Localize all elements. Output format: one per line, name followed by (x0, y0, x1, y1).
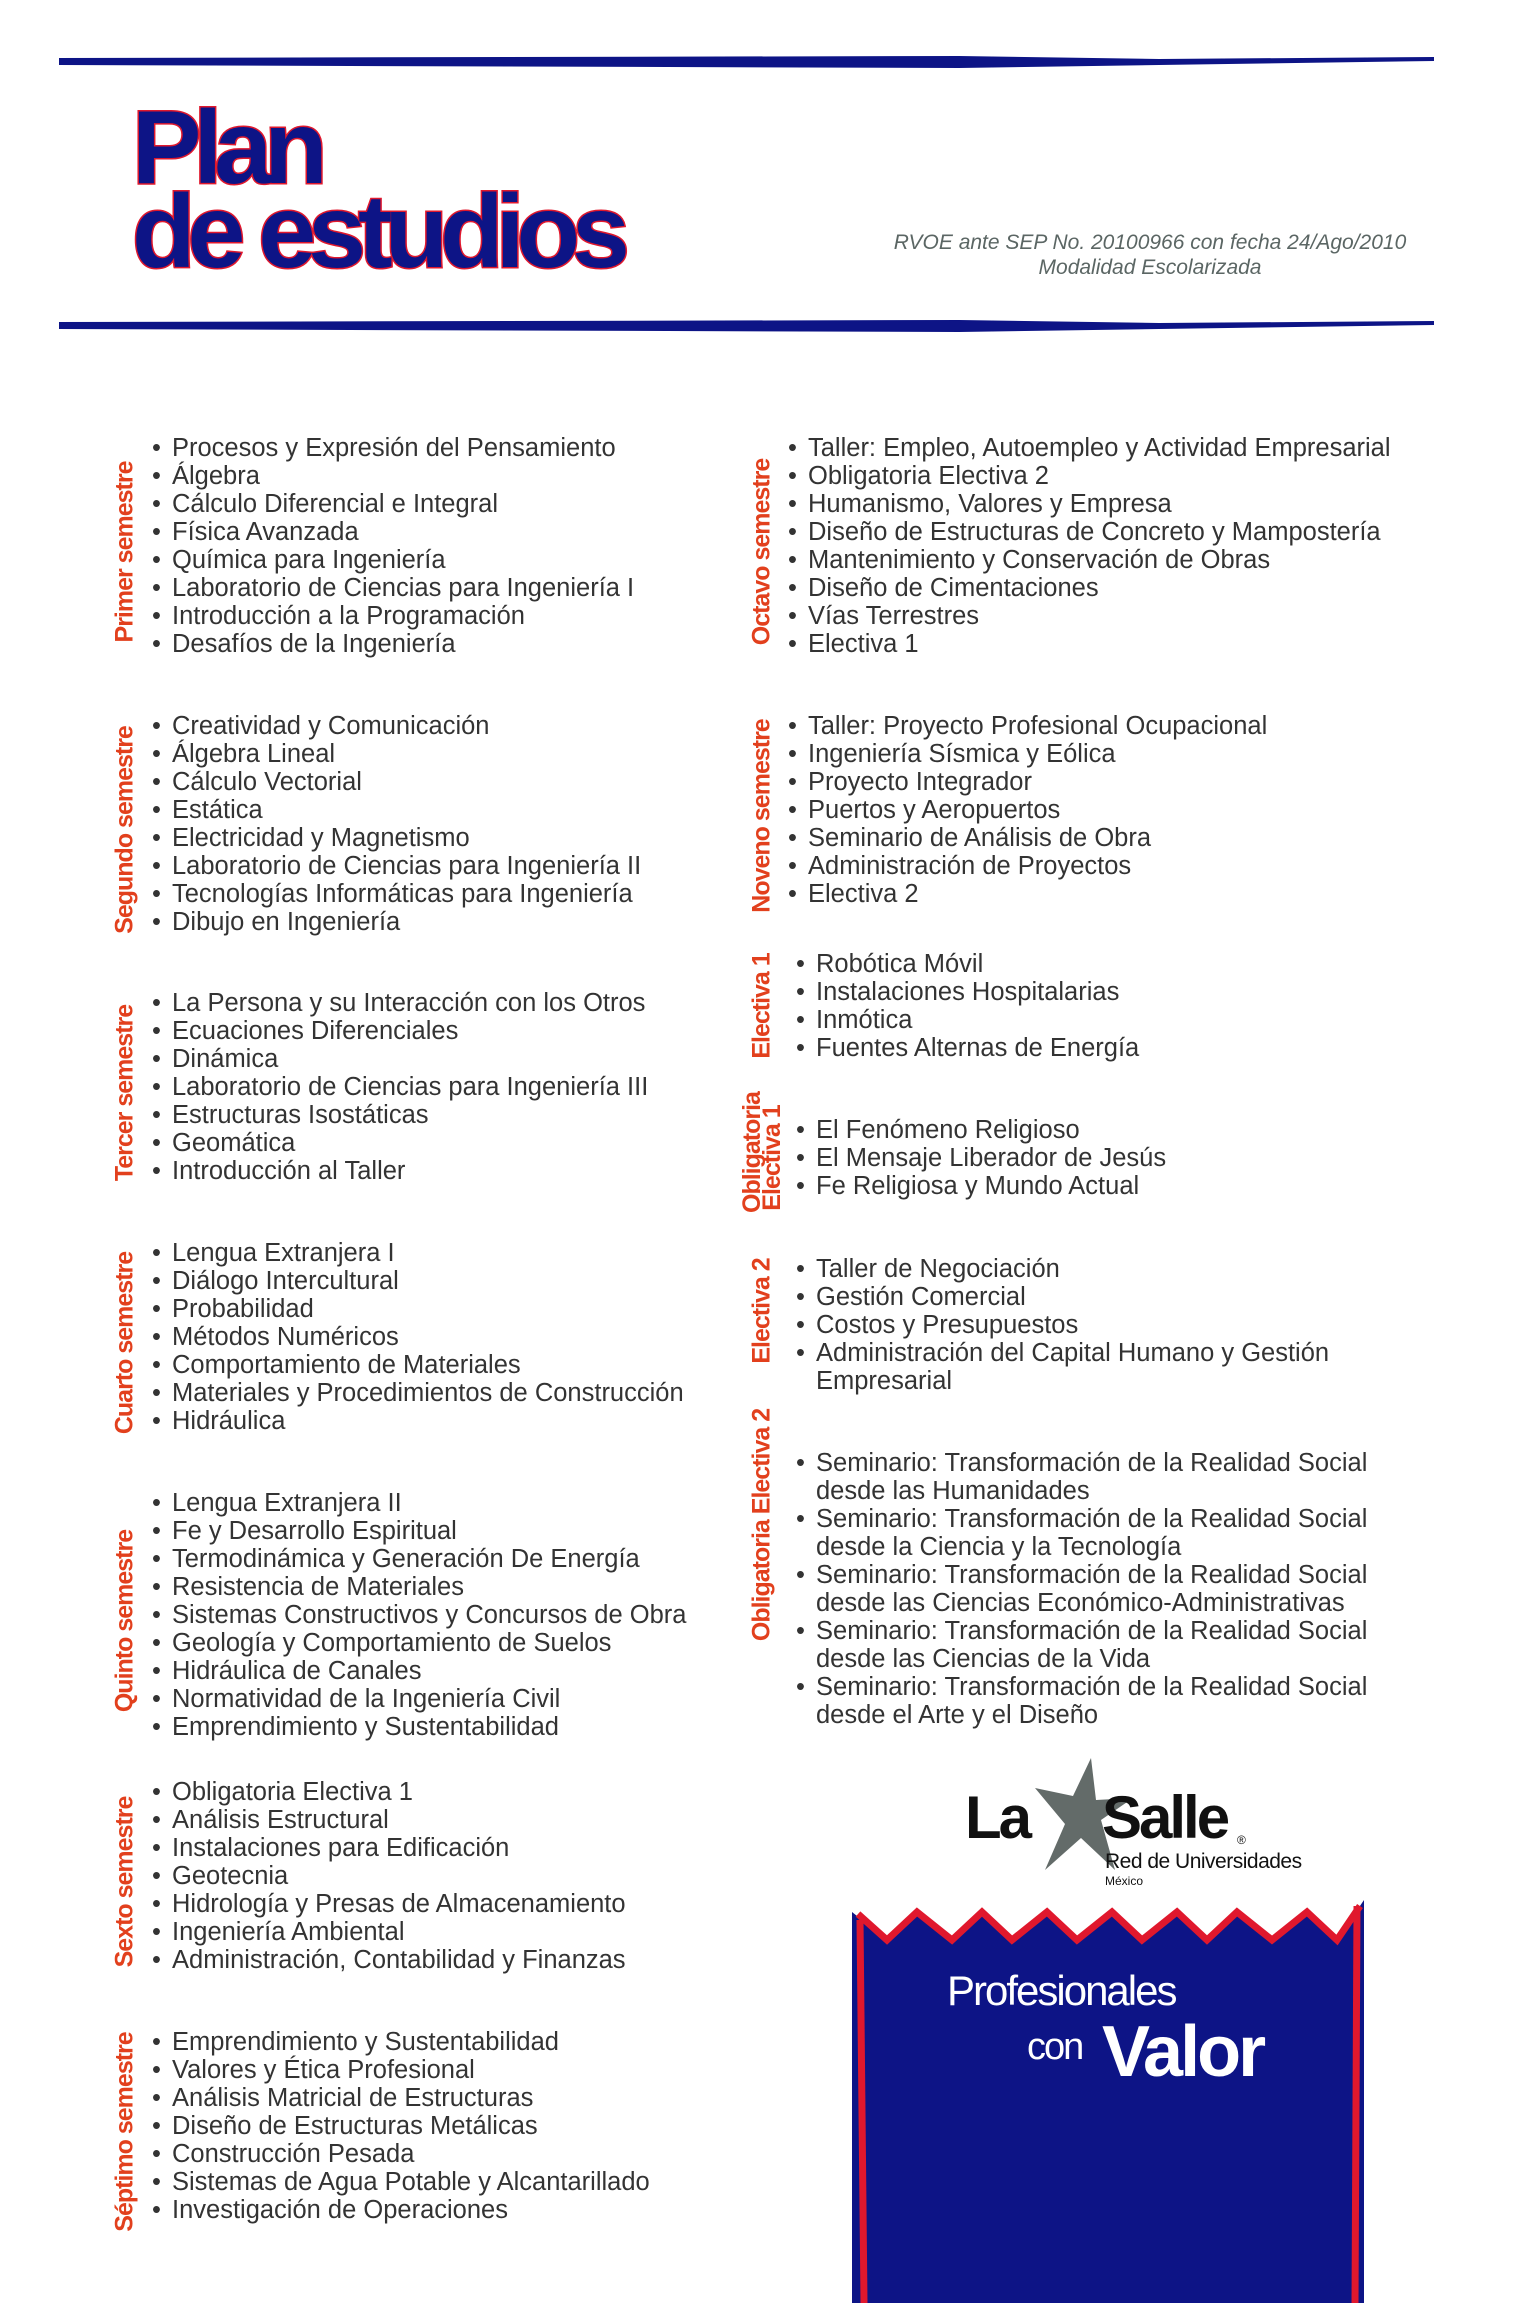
course-item: • Seminario de Análisis de Obra (788, 824, 1428, 852)
course-item: • Gestión Comercial (796, 1283, 1416, 1311)
course-item: • Fe y Desarrollo Espiritual (152, 1517, 752, 1545)
course-item: • Análisis Matricial de Estructuras (152, 2084, 752, 2112)
course-item: • El Fenómeno Religioso (796, 1116, 1416, 1144)
modality-text: Modalidad Escolarizada (1038, 256, 1262, 279)
course-item: • Taller: Empleo, Autoempleo y Actividad Empresarial (788, 434, 1428, 462)
profesionales-banner (852, 1900, 1364, 2303)
course-list (152, 1778, 752, 1974)
course-list (152, 1239, 752, 1435)
course-list (152, 2028, 752, 2224)
course-list (152, 989, 752, 1185)
course-item: • Geomática (152, 1129, 752, 1157)
course-item: • Análisis Estructural (152, 1806, 752, 1834)
section-label: Quinto semestre (110, 1529, 139, 1713)
course-item: • Laboratorio de Ciencias para Ingeniería I (152, 574, 752, 602)
course-item: • Introducción a la Programación (152, 602, 752, 630)
course-item: • Normatividad de la Ingeniería Civil (152, 1685, 752, 1713)
course-item: • Administración del Capital Humano y Gestión Empresarial (796, 1339, 1416, 1395)
course-item: • Estática (152, 796, 752, 824)
course-item: • Álgebra Lineal (152, 740, 752, 768)
course-item: • Procesos y Expresión del Pensamiento (152, 434, 752, 462)
course-item: • Física Avanzada (152, 518, 752, 546)
course-item: • Geología y Comportamiento de Suelos (152, 1629, 752, 1657)
zigzag-panel (852, 1900, 1364, 2303)
course-item: • Vías Terrestres (788, 602, 1428, 630)
logo-la: La (965, 1784, 1030, 1851)
course-item: • Inmótica (796, 1006, 1416, 1034)
course-item: • Emprendimiento y Sustentabilidad (152, 1713, 752, 1741)
course-item: • Ingeniería Ambiental (152, 1918, 752, 1946)
course-item: • Diseño de Cimentaciones (788, 574, 1428, 602)
course-item: • Instalaciones para Edificación (152, 1834, 752, 1862)
course-list (788, 712, 1428, 908)
section-label: Obligatoria Electiva 1 (738, 1092, 786, 1213)
section-label: Tercer semestre (110, 1004, 139, 1182)
section-label: Electiva 2 (747, 1258, 776, 1364)
registered-mark: ® (1237, 1833, 1246, 1847)
section-label: Octavo semestre (747, 458, 776, 646)
course-item: • Seminario: Transformación de la Realidad Social desde las Ciencias Económico-Administrativas (796, 1561, 1416, 1617)
course-item: • Creatividad y Comunicación (152, 712, 752, 740)
course-item: • Diseño de Estructuras Metálicas (152, 2112, 752, 2140)
course-list (152, 434, 752, 658)
course-item: • Puertos y Aeropuertos (788, 796, 1428, 824)
course-item: • Geotecnia (152, 1862, 752, 1890)
course-list (152, 712, 752, 936)
course-item: • Hidráulica (152, 1407, 752, 1435)
course-item: • Seminario: Transformación de la Realidad Social desde el Arte y el Diseño (796, 1673, 1416, 1729)
course-item: • Sistemas de Agua Potable y Alcantarillado (152, 2168, 752, 2196)
course-item: • Administración de Proyectos (788, 852, 1428, 880)
logo-salle: Salle (1102, 1784, 1228, 1851)
course-item: • Obligatoria Electiva 1 (152, 1778, 752, 1806)
course-item: • Taller: Proyecto Profesional Ocupacional (788, 712, 1428, 740)
course-item: • Investigación de Operaciones (152, 2196, 752, 2224)
course-list (152, 1489, 752, 1741)
course-item: • Lengua Extranjera I (152, 1239, 752, 1267)
course-item: • Ingeniería Sísmica y Eólica (788, 740, 1428, 768)
course-item: • Hidráulica de Canales (152, 1657, 752, 1685)
logo-country: México (1105, 1874, 1144, 1888)
course-list (796, 1255, 1416, 1395)
course-item: • Métodos Numéricos (152, 1323, 752, 1351)
course-item: • Ecuaciones Diferenciales (152, 1017, 752, 1045)
course-item: • Diálogo Intercultural (152, 1267, 752, 1295)
course-item: • Dinámica (152, 1045, 752, 1073)
course-item: • Proyecto Integrador (788, 768, 1428, 796)
rvoe-text: RVOE ante SEP No. 20100966 con fecha 24/Ago/2010 (893, 231, 1407, 254)
course-item: • Electiva 1 (788, 630, 1428, 658)
course-item: • Instalaciones Hospitalarias (796, 978, 1416, 1006)
bottom-brush-stripe (59, 320, 1434, 332)
course-item: • Mantenimiento y Conservación de Obras (788, 546, 1428, 574)
banner-profesionales: Profesionales (947, 1967, 1176, 2014)
course-item: • Tecnologías Informáticas para Ingeniería (152, 880, 752, 908)
course-item: • Sistemas Constructivos y Concursos de Obra (152, 1601, 752, 1629)
course-item: • Valores y Ética Profesional (152, 2056, 752, 2084)
course-item: • Seminario: Transformación de la Realidad Social desde las Humanidades (796, 1449, 1416, 1505)
course-item: • Química para Ingeniería (152, 546, 752, 574)
course-item: • Costos y Presupuestos (796, 1311, 1416, 1339)
section-label: Noveno semestre (747, 719, 776, 913)
course-item: • Hidrología y Presas de Almacenamiento (152, 1890, 752, 1918)
section-label: Primer semestre (110, 461, 139, 643)
course-item: • Obligatoria Electiva 2 (788, 462, 1428, 490)
course-item: • Cálculo Diferencial e Integral (152, 490, 752, 518)
course-item: • Desafíos de la Ingeniería (152, 630, 752, 658)
course-item: • Laboratorio de Ciencias para Ingeniería III (152, 1073, 752, 1101)
course-item: • El Mensaje Liberador de Jesús (796, 1144, 1416, 1172)
logo-network: Red de Universidades (1105, 1850, 1302, 1873)
course-item: • Dibujo en Ingeniería (152, 908, 752, 936)
course-item: • Seminario: Transformación de la Realidad Social desde las Ciencias de la Vida (796, 1617, 1416, 1673)
section-label: Segundo semestre (110, 726, 139, 934)
course-item: • Termodinámica y Generación De Energía (152, 1545, 752, 1573)
course-item: • Introducción al Taller (152, 1157, 752, 1185)
course-item: • Electricidad y Magnetismo (152, 824, 752, 852)
course-item: • Emprendimiento y Sustentabilidad (152, 2028, 752, 2056)
course-item: • Probabilidad (152, 1295, 752, 1323)
banner-valor: Valor (1102, 2012, 1264, 2092)
course-item: • Electiva 2 (788, 880, 1428, 908)
course-item: • Seminario: Transformación de la Realidad Social desde la Ciencia y la Tecnología (796, 1505, 1416, 1561)
course-item: • La Persona y su Interacción con los Otros (152, 989, 752, 1017)
course-list (796, 1449, 1416, 1729)
title-plan: Plan (132, 90, 320, 206)
course-item: • Diseño de Estructuras de Concreto y Mampostería (788, 518, 1428, 546)
la-salle-logo (965, 1758, 1325, 1893)
course-item: • Resistencia de Materiales (152, 1573, 752, 1601)
course-item: • Cálculo Vectorial (152, 768, 752, 796)
banner-con: con (1027, 2026, 1083, 2068)
course-list (788, 434, 1428, 658)
course-item: • Administración, Contabilidad y Finanzas (152, 1946, 752, 1974)
course-list (796, 950, 1416, 1062)
top-brush-stripe (59, 56, 1434, 68)
section-label: Cuarto semestre (110, 1251, 139, 1435)
course-item: • Fuentes Alternas de Energía (796, 1034, 1416, 1062)
title-de-estudios: de estudios (132, 174, 622, 290)
course-item: • Construcción Pesada (152, 2140, 752, 2168)
course-item: • Materiales y Procedimientos de Construcción (152, 1379, 752, 1407)
section-label: Sexto semestre (110, 1796, 139, 1968)
course-item: • Laboratorio de Ciencias para Ingeniería II (152, 852, 752, 880)
course-item: • Comportamiento de Materiales (152, 1351, 752, 1379)
course-list (796, 1116, 1416, 1200)
course-item: • Humanismo, Valores y Empresa (788, 490, 1428, 518)
course-item: • Lengua Extranjera II (152, 1489, 752, 1517)
section-label: Séptimo semestre (110, 2032, 139, 2232)
course-item: • Estructuras Isostáticas (152, 1101, 752, 1129)
section-label: Electiva 1 (747, 953, 776, 1059)
section-label: Obligatoria Electiva 2 (747, 1408, 776, 1642)
course-item: • Taller de Negociación (796, 1255, 1416, 1283)
course-item: • Fe Religiosa y Mundo Actual (796, 1172, 1416, 1200)
course-item: • Robótica Móvil (796, 950, 1416, 978)
course-item: • Álgebra (152, 462, 752, 490)
